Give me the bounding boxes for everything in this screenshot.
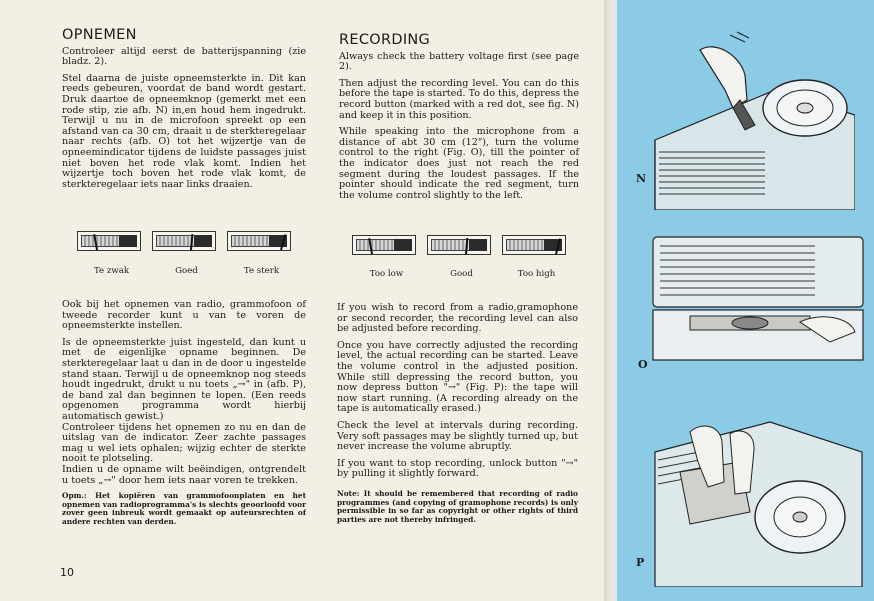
figure-n-record-button [645,30,855,210]
figure-label-o: O [638,358,648,371]
figure-p-start-button [650,412,865,587]
en-meter-good [427,235,491,255]
dutch-column-top [62,27,306,196]
figure-o-volume-control [650,232,865,382]
nl-meter-label: Te sterk [243,266,280,276]
nl-meter-labels [74,266,299,276]
en-paragraph-6: Check the level at intervals during recording. Very soft passages may be slightly turned up, but never increase the volume abruptly. [337,419,578,453]
nl-paragraph-3: Ook bij het opnemen van radio, grammofoon of tweede recorder kunt u van te voren de opneemsterkte instellen. [62,299,306,332]
heading-recording: RECORDING [339,32,431,48]
en-copyright-note: Note: It should be remembered that recording of radio programmes (and copying of gramophone records) is only permissible in so far as copyright or other rights of third parties are not thereby infringed. [337,488,578,524]
en-meter-label: Too high [517,269,556,279]
dutch-column-bottom [62,300,306,532]
nl-meter-label: Goed [175,266,198,276]
nl-paragraph-6: Indien u de opname wilt beëindigen, ontgrendelt u toets „→" door hem iets naar voren te trekken. [62,463,306,486]
english-column-top [339,32,579,207]
page-gutter [604,0,618,601]
en-paragraph-5: Once you have correctly adjusted the recording level, the actual recording can be started. Leave the volume control in the adjusted position. While still depressing the record button, you now depress button "→" (Fig. P): the tape will now start running. (A recording already on the tape is automatically erased.) [337,339,578,415]
nl-paragraph-5: Controleer tijdens het opnemen zo nu en dan de uitslag van de indicator. Zeer zachte passages mag u wel iets ophalen; wijzig echter de sterkte nooit te plotseling. [62,421,306,465]
nl-paragraph-4: Is de opneemsterkte juist ingesteld, dan kunt u met de eigenlijke opname beginnen. De sterkteregelaar laat u dan in de door u ingestelde stand staan. Terwijl u de opneemknop nog steeds houdt ingedrukt, drukt u nu toets „→" in (afb. P), de band zal dan beginnen te lopen. (Een reeds opgenomen programma wordt hierbij automatisch gewist.) [62,336,306,422]
en-paragraph-1: Always check the battery voltage first (see page 2). [339,50,579,73]
nl-copyright-note: Opm.: Het kopiëren van grammofoonplaten en het opnemen van radioprogramma's is slechts geoorloofd voor zover geen inbreuk wordt gemaakt op auteursrechten of andere rechten van derden. [62,491,306,526]
nl-paragraph-1: Controleer altijd eerst de batterijspanning (zie bladz. 2). [62,45,306,68]
en-paragraph-7: If you want to stop recording, unlock button "→" by pulling it slightly forward. [337,457,578,480]
figure-label-n: N [636,172,647,185]
figure-label-p: P [636,556,645,569]
en-meter-too-low [352,235,416,255]
nl-meter-too-strong [227,231,291,251]
en-meter-label: Good [450,269,473,279]
nl-meter-label: Te zwak [93,266,130,276]
en-meter-too-high [502,235,566,255]
en-level-meters [352,235,566,255]
en-paragraph-2: Then adjust the recording level. You can do this before the tape is started. To do this, depress the record button (marked with a red dot, see fig. N) and keep it in this position. [339,77,579,121]
english-column-bottom [337,303,578,530]
page-number: 10 [60,566,74,579]
en-paragraph-4: If you wish to record from a radio,gramophone or second recorder, the recording level can also be adjusted before recording. [337,302,578,335]
nl-meter-too-weak [77,231,141,251]
en-paragraph-3: While speaking into the microphone from a distance of abt 30 cm (12"), turn the volume control to the right (Fig. O), till the pointer of the indicator does just not reach the red segment during the loudest passages. If the pointer should indicate the red segment, turn the volume control slightly to the left. [339,126,579,201]
en-meter-label: Too low [369,269,404,279]
nl-meter-good [152,231,216,251]
heading-opnemen: OPNEMEN [62,27,137,43]
en-meter-labels [349,269,574,279]
nl-paragraph-2: Stel daarna de juiste opneemsterkte in. Dit kan reeds gebeuren, voordat de band wordt gestart. Druk daartoe de opneemknop (gemerkt met een rode stip, zie afb. N) in,en houd hem ingedrukt. Terwijl u nu in de microfoon spreekt op een afstand van ca 30 cm, draait u de sterkteregelaar naar rechts (afb. O) tot het wijzertje van de opneemindicator tijdens de luidste passages juist niet boven het rode vlak komt. Indien het wijzertje toch boven het rode vlak komt, de sterkteregelaar iets naar links draaien. [62,72,306,190]
nl-level-meters [77,231,291,251]
